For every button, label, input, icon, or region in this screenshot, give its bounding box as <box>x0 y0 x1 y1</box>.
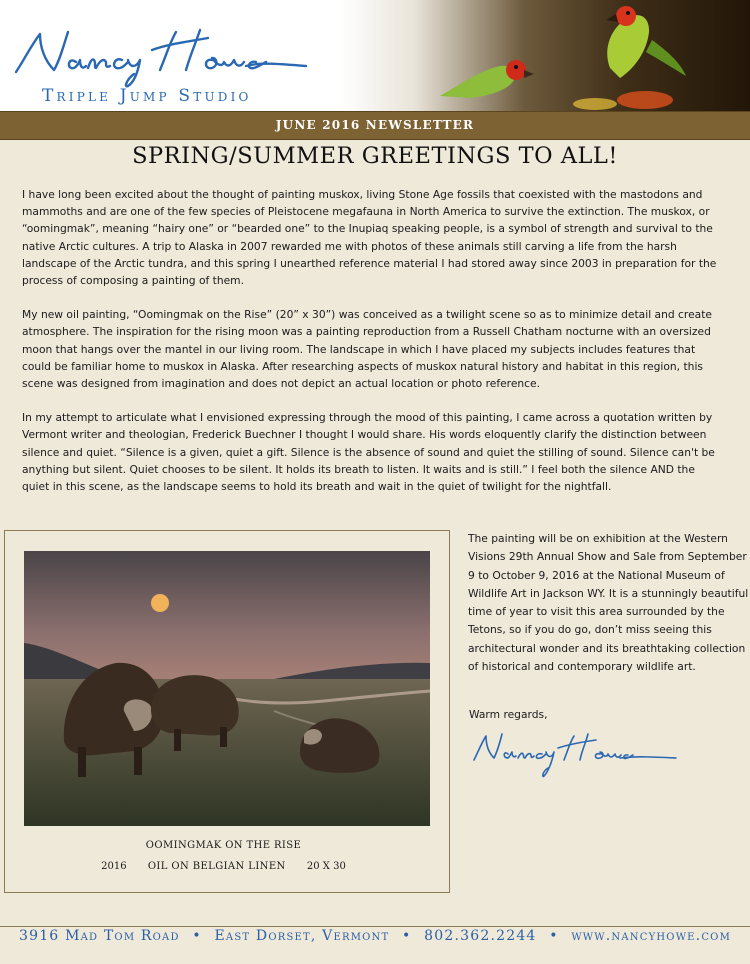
banner-text: JUNE 2016 NEWSLETTER <box>275 118 475 132</box>
exhibition-text: The painting will be on exhibition at the Western Visions 29th Annual Show and Sale from September 9 to October 9, 2016 at the National Museum of Wildlife Art in Jackson WY. It is a stunningly beautiful time of year to visit this area surrounded by the Tetons, so if you do go, don’t miss seeing this architectural wonder and its breathtaking collection of historical and contemporary wildlife art. <box>468 532 749 674</box>
footer-address: 3916 Mad Tom Road <box>18 928 180 944</box>
painting-medium: OIL ON BELGIAN LINEN <box>147 861 286 872</box>
header <box>0 0 750 111</box>
footer-separator: • <box>402 928 412 944</box>
footer-contact <box>0 928 750 944</box>
parrots-photo <box>340 0 750 111</box>
paragraph-painting: My new oil painting, “Oomingmak on the Rise” (20” x 30”) was conceived as a twilight scene so as to minimize detail and create atmosphere. The inspiration for the rising moon was a painting reproduction from a Russell Chatham nocturne with an oversized moon that hangs over the mantel in our living room. The landscape in which I have placed my subjects includes features that could be familiar home to muskox in Alaska. After researching aspects of muskox natural history and habitat in this region, this scene was designed from imagination and does not depict an actual location or photo reference. <box>22 308 712 391</box>
painting-figure <box>4 530 450 893</box>
footer-separator: • <box>549 928 559 944</box>
page-title: SPRING/SUMMER GREETINGS TO ALL! <box>132 143 618 169</box>
painting-title: OOMINGMAK ON THE RISE <box>145 840 302 851</box>
painting-year: 2016 <box>101 861 127 872</box>
signature-logo <box>10 20 310 90</box>
footer-divider <box>0 926 750 927</box>
painting-size: 20 X 30 <box>306 861 346 872</box>
painting-details <box>5 861 442 872</box>
footer-town: East Dorset, Vermont <box>214 928 390 944</box>
article-body <box>22 186 722 512</box>
newsletter-banner <box>0 111 750 140</box>
exhibition-note <box>468 530 750 676</box>
footer-website-link[interactable]: www.nancyhowe.com <box>571 928 732 944</box>
studio-name: Triple Jump Studio <box>42 86 252 106</box>
footer-phone: 802.362.2244 <box>424 928 537 944</box>
painting-image <box>24 551 430 826</box>
moon <box>151 594 169 612</box>
paragraph-quotation: In my attempt to articulate what I envisioned expressing through the mood of this painting, I came across a quotation written by Vermont writer and theologian, Frederick Buechner I thought I would share. His words eloquently clarify the distinction between silence and quiet. “Silence is a given, quiet a gift. Silence is the absence of sound and quiet the stilling of sound. Silence can't be anything but silent. Quiet chooses to be silent. It holds its breath to listen. It waits and is still.” I feel both the silence AND the quiet in this scene, as the landscape seems to hold its breath and wait in the quiet of twilight for the nightfall. <box>22 411 715 494</box>
footer-separator: • <box>192 928 202 944</box>
paragraph-intro: I have long been excited about the thought of painting muskox, living Stone Age fossils that coexisted with the mastodons and mammoths and are one of the few species of Pleistocene megafauna in North America to survive the extinction. The muskox, or “oomingmak”, meaning “hairy one” or “bearded one” to the Inupiaq speaking people, is a symbol of strength and survival to the native Arctic cultures. A trip to Alaska in 2007 rewarded me with photos of these animals still carving a life from the harsh landscape of the Arctic tundra, and this spring I unearthed reference material I had stored away since 2003 in preparation for the process of composing a painting of them. <box>22 188 717 288</box>
signature-image <box>470 728 680 784</box>
closing-text: Warm regards, <box>469 708 548 721</box>
